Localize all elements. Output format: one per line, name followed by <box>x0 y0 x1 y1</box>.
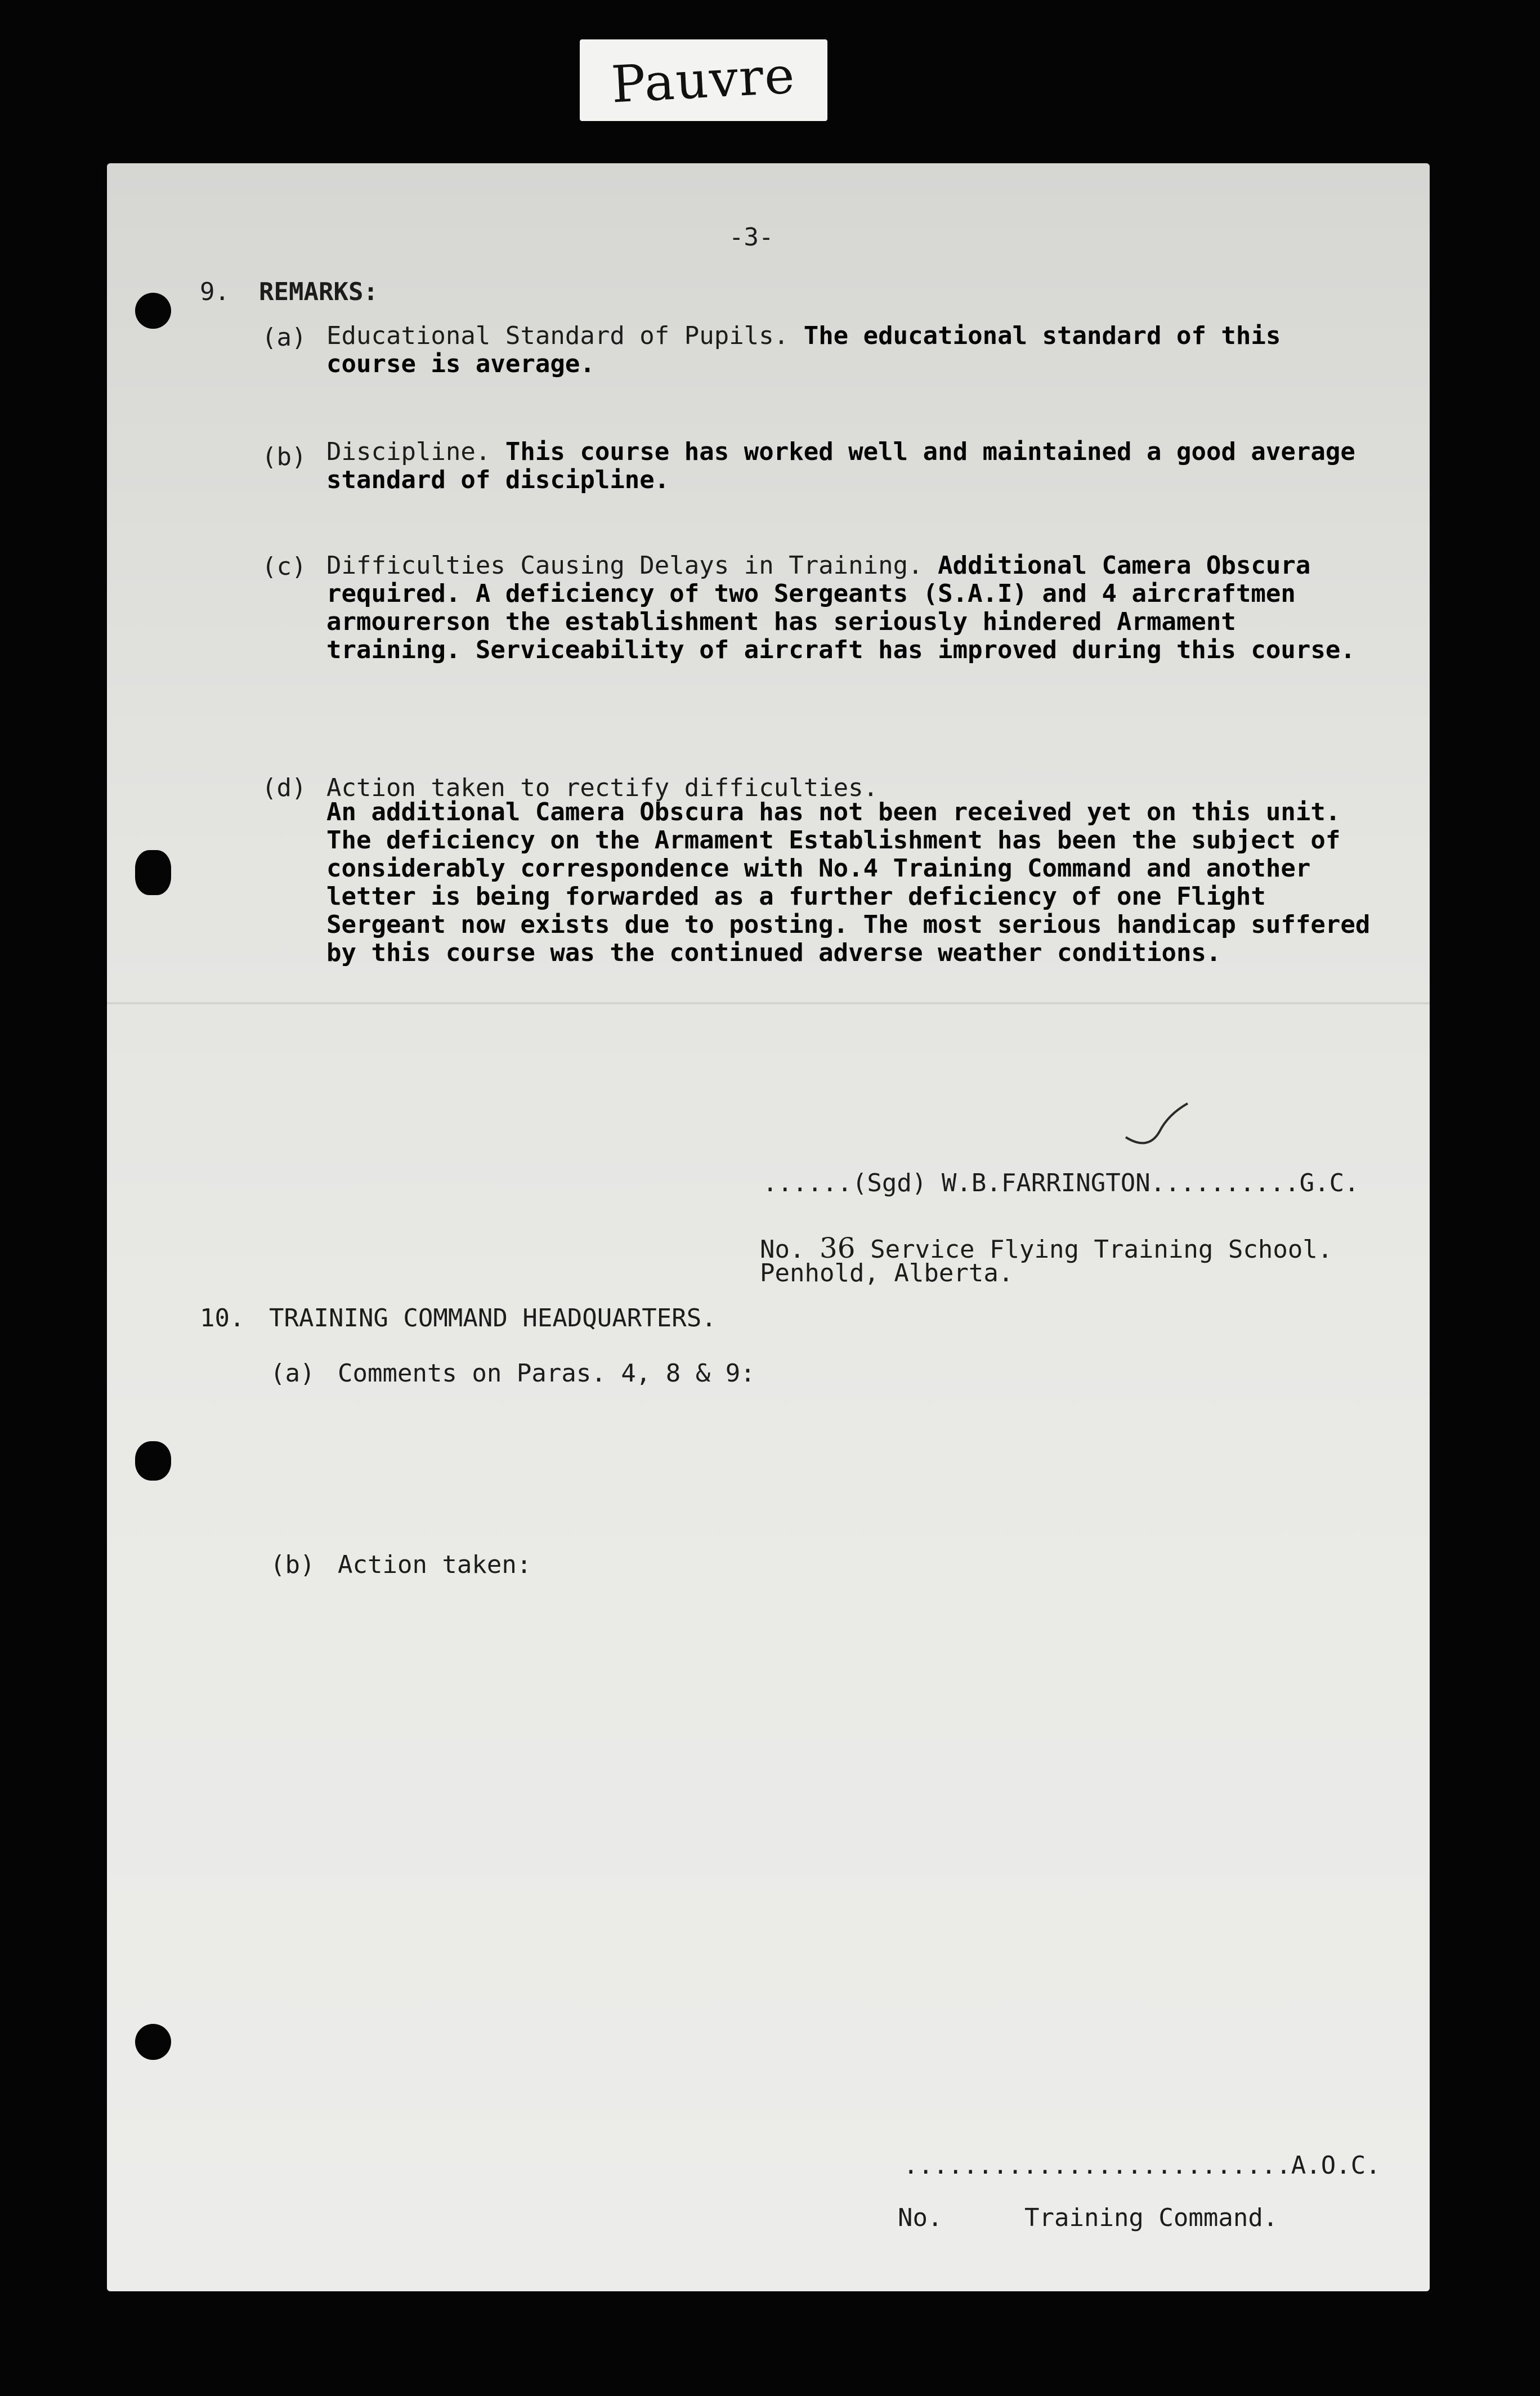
school-location: Penhold, Alberta. <box>760 1259 1014 1288</box>
remark-c-body: Additional Camera Obscura required. A deficiency of two Sergeants (S.A.I) and 4 aircraftmen armourerson the establishment has seriously hindered Armament training. Serviceability of aircraft has improved during this course. <box>326 551 1355 664</box>
file-label-card <box>580 39 827 121</box>
remark-d-body: An additional Camera Obscura has not been received yet on this unit. The deficiency on the Armament Establishment has been the subject of considerably correspondence with No.4 Training Command and another letter is being forwarded as a further deficiency of one Flight Sergeant now exists due to posting. The most serious handicap suffered by this course was the continued adverse weather conditions. <box>326 798 1371 967</box>
remark-c-label: Difficulties Causing Delays in Training. <box>326 551 923 580</box>
punch-hole-bottom <box>135 2024 171 2060</box>
punch-hole-top <box>135 293 171 329</box>
page-fold-line <box>107 1002 1430 1004</box>
remarks-heading: REMARKS: <box>259 278 378 306</box>
remark-a-text <box>326 322 1373 378</box>
remark-a-label: Educational Standard of Pupils. <box>326 321 789 350</box>
hq-a-text: Comments on Paras. 4, 8 & 9: <box>338 1359 755 1388</box>
school-name: Service Flying Training School. <box>870 1235 1333 1264</box>
pen-mark <box>1120 1098 1199 1148</box>
hq-heading: TRAINING COMMAND HEADQUARTERS. <box>269 1304 717 1333</box>
remark-c-letter: (c) <box>262 552 307 581</box>
aoc-line: ..........................A.O.C. <box>903 2151 1381 2180</box>
remark-a-body: The educational standard of this course is average. <box>326 321 1281 378</box>
remark-c-text <box>326 552 1373 664</box>
remark-d-label: Action taken to rectify difficulties. <box>326 774 879 802</box>
school-line <box>760 1234 1332 1262</box>
punch-hole-lower <box>135 1441 171 1481</box>
signature-line: ......(Sgd) W.B.FARRINGTON..........G.C. <box>763 1169 1359 1197</box>
remark-b-text <box>326 438 1373 494</box>
remark-b-letter: (b) <box>262 442 307 471</box>
aoc-no: No. <box>898 2203 943 2232</box>
punch-hole-middle <box>135 850 171 895</box>
remark-a-letter: (a) <box>262 323 307 352</box>
remark-b-body: This course has worked well and maintained a good average standard of discipline. <box>326 437 1355 494</box>
page-number: -3- <box>729 223 774 252</box>
remark-d-letter: (d) <box>262 774 307 802</box>
school-prefix: No. <box>760 1235 805 1264</box>
hq-b-text: Action taken: <box>338 1550 532 1579</box>
hq-b-letter: (b) <box>270 1550 315 1579</box>
hq-a-letter: (a) <box>270 1359 315 1388</box>
remark-b-label: Discipline. <box>326 437 491 466</box>
school-number: 36 <box>819 1232 856 1264</box>
remarks-number: 9. <box>200 278 230 306</box>
file-label-text: Pauvre <box>610 46 798 115</box>
aoc-command: Training Command. <box>1024 2203 1278 2232</box>
hq-number: 10. <box>200 1304 245 1333</box>
